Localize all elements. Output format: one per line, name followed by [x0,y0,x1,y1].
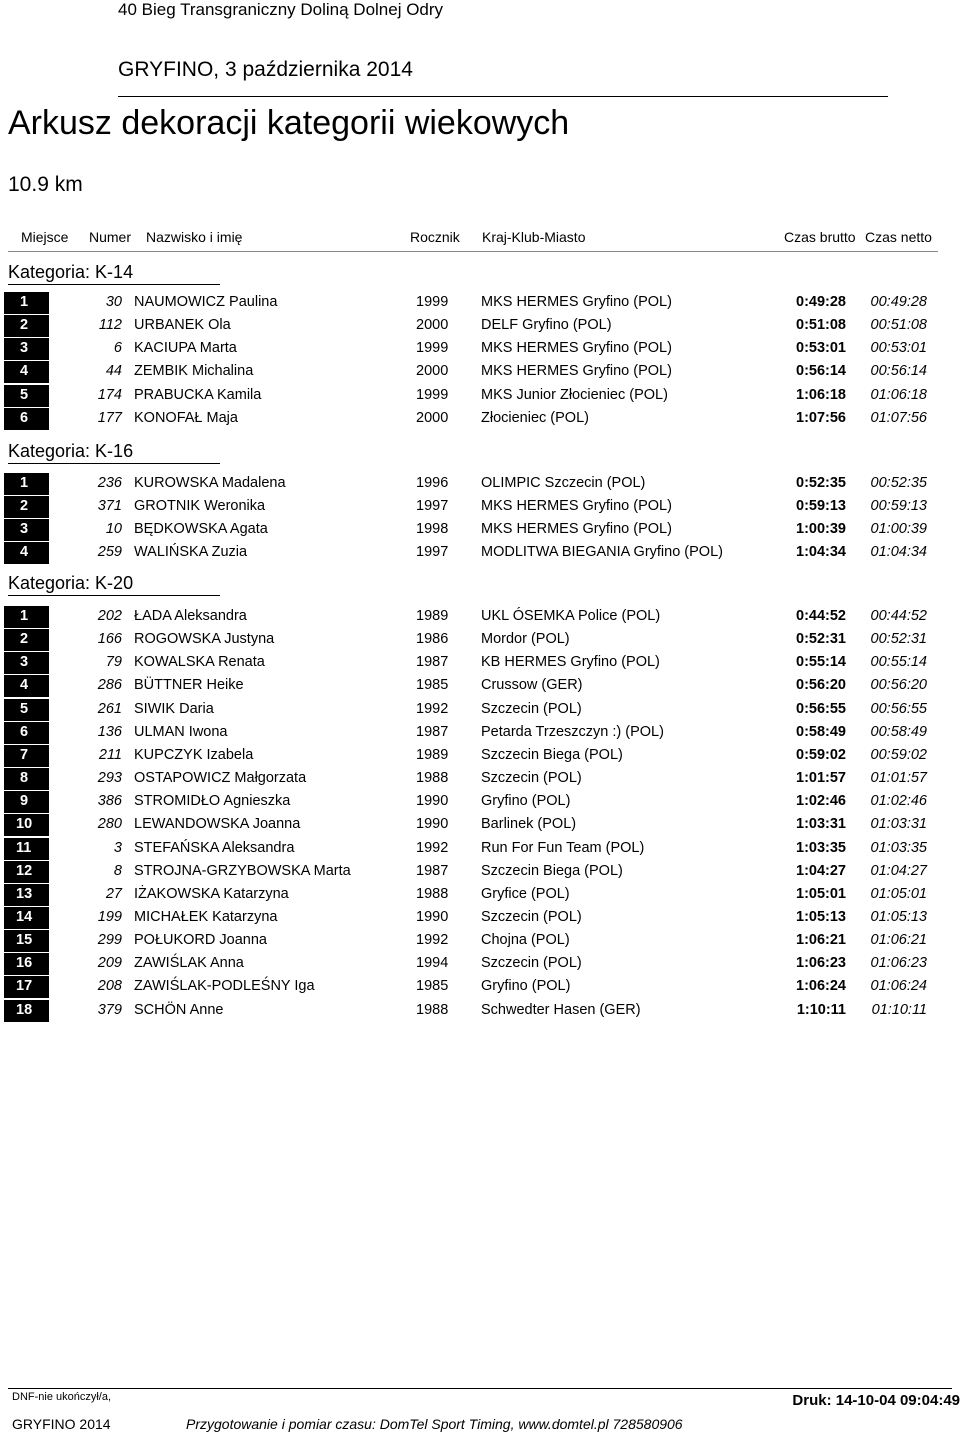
place-value: 7 [20,746,29,763]
bib-number: 136 [97,723,122,740]
net-time: 00:58:49 [870,723,927,740]
place-value: 5 [20,700,29,717]
table-row [0,519,960,542]
place-badge [4,838,49,860]
net-time: 01:07:56 [870,409,927,426]
bib-number: 199 [97,908,122,925]
footer-dnf-note: DNF-nie ukończył/a, [12,1391,112,1403]
place-value: 9 [20,793,29,810]
runner-name: KONOFAŁ Maja [134,409,238,426]
net-time: 00:52:35 [870,475,927,491]
table-row [0,408,960,431]
runner-name: LEWANDOWSKA Joanna [134,816,301,833]
runner-name: KOWALSKA Renata [134,654,265,671]
bib-number: 174 [97,386,122,403]
place-badge [4,699,49,721]
footer-print-time: Druk: 14-10-04 09:04:49 [792,1392,960,1409]
table-row [0,1000,960,1023]
table-row [0,292,960,315]
place-value: 1 [20,294,29,310]
table-row [0,675,960,698]
place-value: 2 [20,317,29,334]
runner-name: WALIŃSKA Zuzia [134,544,248,561]
club-city: Gryfino (POL) [481,978,571,995]
col-net: Czas netto [865,229,932,245]
place-value: 10 [16,816,33,833]
club-city: Szczecin Biega (POL) [481,746,623,763]
gross-time: 0:49:28 [796,294,846,310]
title-rule [118,96,888,97]
place-badge [4,629,49,651]
club-city: MODLITWA BIEGANIA Gryfino (POL) [481,544,723,561]
bib-number: 286 [97,677,122,694]
gross-time: 1:02:46 [796,793,846,810]
runner-name: URBANEK Ola [134,317,231,334]
place-badge [4,519,49,541]
club-city: Szczecin (POL) [481,908,582,925]
birth-year: 1988 [416,1001,449,1018]
net-time: 00:44:52 [870,608,927,624]
footer-place: GRYFINO 2014 [12,1416,111,1432]
place-badge [4,385,49,407]
runner-name: IŻAKOWSKA Katarzyna [134,885,289,902]
club-city: Gryfice (POL) [481,885,570,902]
table-row [0,542,960,565]
club-city: MKS Junior Złocieniec (POL) [481,386,668,403]
table-row [0,473,960,496]
club-city: Gryfino (POL) [481,793,571,810]
gross-time: 1:10:11 [796,1001,846,1018]
birth-year: 1996 [416,475,449,491]
club-city: Schwedter Hasen (GER) [481,1001,641,1018]
net-time: 01:03:35 [870,839,927,856]
club-city: Szczecin (POL) [481,955,582,972]
bib-number: 166 [97,631,122,648]
birth-year: 1999 [416,386,449,403]
place-badge [4,953,49,975]
birth-year: 1989 [416,746,449,763]
col-year: Rocznik [410,229,460,245]
gross-time: 1:00:39 [796,521,846,538]
bib-number: 299 [97,932,122,949]
club-city: Szczecin Biega (POL) [481,862,623,879]
place-value: 6 [20,723,29,740]
col-number: Numer [89,229,132,245]
gross-time: 0:56:20 [796,677,846,694]
table-row [0,791,960,814]
table-row [0,745,960,768]
net-time: 00:59:13 [870,498,927,515]
table-row [0,315,960,338]
bib-number: 3 [113,839,122,856]
bib-number: 8 [113,862,122,879]
place-value: 8 [20,770,29,787]
place-value: 14 [16,908,33,925]
bib-number: 202 [97,608,122,624]
place-badge [4,907,49,929]
gross-time: 0:53:01 [796,340,846,357]
gross-time: 0:56:14 [796,363,846,380]
table-row [0,838,960,861]
table-row [0,722,960,745]
birth-year: 1990 [416,816,449,833]
table-row [0,768,960,791]
net-time: 00:51:08 [870,317,927,334]
place-badge [4,768,49,790]
footer-credit: Przygotowanie i pomiar czasu: DomTel Sport Timing, www.domtel.pl 728580906 [186,1416,683,1432]
bib-number: 10 [105,521,122,538]
runner-name: KUPCZYK Izabela [134,746,254,763]
table-row [0,907,960,930]
club-city: Chojna (POL) [481,932,570,949]
club-city: MKS HERMES Gryfino (POL) [481,294,672,310]
birth-year: 1987 [416,723,449,740]
col-place: Miejsce [21,229,69,245]
net-time: 01:06:23 [870,955,927,972]
distance: 10.9 km [8,173,83,196]
place-value: 16 [16,955,33,972]
place-value: 17 [16,978,33,995]
place-badge [4,361,49,383]
birth-year: 1987 [416,862,449,879]
bib-number: 208 [97,978,122,995]
place-badge [4,745,49,767]
net-time: 01:00:39 [870,521,927,538]
table-row [0,606,960,629]
bib-number: 371 [97,498,122,515]
gross-time: 1:03:35 [796,839,846,856]
runner-name: ZAWIŚLAK Anna [134,955,244,972]
birth-year: 1998 [416,521,449,538]
birth-year: 1994 [416,955,449,972]
birth-year: 1999 [416,340,449,357]
net-time: 00:59:02 [870,746,927,763]
sheet-title: Arkusz dekoracji kategorii wiekowych [8,104,570,142]
club-city: KB HERMES Gryfino (POL) [481,654,660,671]
place-value: 1 [20,608,29,624]
table-row [0,699,960,722]
place-badge [4,1000,49,1022]
runner-name: OSTAPOWICZ Małgorzata [134,770,307,787]
birth-year: 1985 [416,978,449,995]
birth-year: 1988 [416,770,449,787]
category-title: Kategoria: K-20 [8,573,134,593]
table-row [0,496,960,519]
birth-year: 1990 [416,793,449,810]
bib-number: 27 [105,885,122,902]
gross-time: 0:52:31 [796,631,846,648]
place-value: 13 [16,885,33,902]
net-time: 01:06:18 [870,386,927,403]
club-city: MKS HERMES Gryfino (POL) [481,521,672,538]
place-value: 1 [20,475,29,491]
birth-year: 1985 [416,677,449,694]
net-time: 00:56:20 [870,677,927,694]
place-value: 2 [20,631,29,648]
column-header-rule [8,251,938,252]
gross-time: 1:06:18 [796,386,846,403]
club-city: Mordor (POL) [481,631,570,648]
place-badge [4,338,49,360]
place-value: 11 [16,839,32,856]
place-badge [4,542,49,564]
bib-number: 177 [97,409,122,426]
net-time: 01:05:13 [870,908,927,925]
bib-number: 6 [113,340,122,357]
runner-name: ULMAN Iwona [134,723,228,740]
table-row [0,629,960,652]
club-city: MKS HERMES Gryfino (POL) [481,340,672,357]
place-badge [4,606,49,628]
runner-name: STROMIDŁO Agnieszka [134,793,291,810]
runner-name: STROJNA-GRZYBOWSKA Marta [134,862,351,879]
birth-year: 1986 [416,631,449,648]
gross-time: 1:06:23 [796,955,846,972]
gross-time: 0:52:35 [796,475,846,491]
place-value: 4 [20,363,29,380]
net-time: 01:04:27 [870,862,927,879]
gross-time: 0:44:52 [796,608,846,624]
club-city: OLIMPIC Szczecin (POL) [481,475,646,491]
place-badge [4,814,49,836]
club-city: Szczecin (POL) [481,770,582,787]
runner-name: MICHAŁEK Katarzyna [134,908,278,925]
gross-time: 0:56:55 [796,700,846,717]
net-time: 01:04:34 [870,544,927,561]
col-club: Kraj-Klub-Miasto [482,229,586,245]
event-place-date: GRYFINO, 3 października 2014 [118,58,413,81]
net-time: 01:01:57 [870,770,927,787]
category-title: Kategoria: K-16 [8,441,134,461]
gross-time: 1:03:31 [796,816,846,833]
table-row [0,884,960,907]
gross-time: 1:07:56 [796,409,846,426]
net-time: 00:53:01 [870,340,927,357]
net-time: 01:06:24 [870,978,927,995]
place-badge [4,930,49,952]
gross-time: 0:59:13 [796,498,846,515]
net-time: 00:56:14 [870,363,927,380]
runner-name: ZAWIŚLAK-PODLEŚNY Iga [134,978,315,995]
category-title: Kategoria: K-14 [8,262,134,282]
club-city: Szczecin (POL) [481,700,582,717]
runner-name: ŁADA Aleksandra [134,608,247,624]
runner-name: SCHÖN Anne [134,1001,224,1018]
club-city: MKS HERMES Gryfino (POL) [481,363,672,380]
gross-time: 0:51:08 [796,317,846,334]
birth-year: 2000 [416,409,449,426]
place-value: 3 [20,521,29,538]
place-value: 2 [20,498,29,515]
birth-year: 2000 [416,363,449,380]
net-time: 00:56:55 [870,700,927,717]
gross-time: 0:59:02 [796,746,846,763]
bib-number: 379 [97,1001,122,1018]
birth-year: 1989 [416,608,449,624]
net-time: 01:02:46 [870,793,927,810]
birth-year: 1999 [416,294,449,310]
table-row [0,361,960,384]
runner-name: BÜTTNER Heike [134,677,244,694]
club-city: Petarda Trzeszczyn :) (POL) [481,723,664,740]
place-value: 3 [20,340,29,357]
gross-time: 1:05:13 [796,908,846,925]
footer-rule [8,1388,952,1389]
net-time: 01:03:31 [870,816,927,833]
club-city: Run For Fun Team (POL) [481,839,645,856]
place-value: 12 [16,862,33,879]
club-city: Barlinek (POL) [481,816,577,833]
bib-number: 30 [105,294,122,310]
bib-number: 209 [97,955,122,972]
table-row [0,861,960,884]
place-value: 15 [16,932,33,949]
gross-time: 1:04:34 [796,544,846,561]
place-value: 5 [20,386,29,403]
net-time: 01:05:01 [870,885,927,902]
birth-year: 1987 [416,654,449,671]
place-badge [4,292,49,314]
place-value: 6 [20,409,29,426]
bib-number: 236 [97,475,122,491]
category-title-underline [8,595,220,596]
table-row [0,930,960,953]
bib-number: 259 [97,544,122,561]
club-city: Crussow (GER) [481,677,583,694]
runner-name: NAUMOWICZ Paulina [134,294,278,310]
place-value: 3 [20,654,29,671]
birth-year: 2000 [416,317,449,334]
place-badge [4,652,49,674]
bib-number: 293 [97,770,122,787]
place-value: 4 [20,544,29,561]
gross-time: 1:06:24 [796,978,846,995]
category-title-underline [8,463,220,464]
birth-year: 1990 [416,908,449,925]
runner-name: POŁUKORD Joanna [134,932,267,949]
place-badge [4,675,49,697]
table-row [0,953,960,976]
place-badge [4,496,49,518]
gross-time: 1:04:27 [796,862,846,879]
table-row [0,338,960,361]
col-gross: Czas brutto [784,229,856,245]
place-badge [4,884,49,906]
net-time: 01:06:21 [870,932,927,949]
place-badge [4,408,49,430]
bib-number: 112 [98,317,122,334]
club-city: MKS HERMES Gryfino (POL) [481,498,672,515]
table-row [0,385,960,408]
bib-number: 211 [98,746,122,763]
bib-number: 386 [97,793,122,810]
place-badge [4,976,49,998]
table-row [0,652,960,675]
place-value: 4 [20,677,29,694]
bib-number: 280 [97,816,122,833]
gross-time: 0:58:49 [796,723,846,740]
net-time: 01:10:11 [871,1001,927,1018]
runner-name: BĘDKOWSKA Agata [134,521,268,538]
place-badge [4,722,49,744]
runner-name: PRABUCKA Kamila [134,386,262,403]
event-name: 40 Bieg Transgraniczny Doliną Dolnej Odry [118,0,444,19]
club-city: Złocieniec (POL) [481,409,589,426]
place-value: 18 [16,1001,33,1018]
table-row [0,814,960,837]
net-time: 00:52:31 [870,631,927,648]
place-badge [4,791,49,813]
runner-name: STEFAŃSKA Aleksandra [134,839,295,856]
bib-number: 261 [97,700,122,717]
net-time: 00:49:28 [870,294,927,310]
net-time: 00:55:14 [870,654,927,671]
birth-year: 1997 [416,498,449,515]
gross-time: 0:55:14 [796,654,846,671]
place-badge [4,473,49,495]
bib-number: 79 [105,654,122,671]
table-row [0,976,960,999]
runner-name: GROTNIK Weronika [134,498,266,515]
birth-year: 1997 [416,544,449,561]
gross-time: 1:06:21 [796,932,846,949]
club-city: UKL ÓSEMKA Police (POL) [481,608,661,624]
gross-time: 1:01:57 [796,770,846,787]
birth-year: 1992 [416,839,449,856]
place-badge [4,861,49,883]
place-badge [4,315,49,337]
runner-name: KACIUPA Marta [134,340,237,357]
runner-name: ZEMBIK Michalina [134,363,254,380]
gross-time: 1:05:01 [796,885,846,902]
birth-year: 1988 [416,885,449,902]
runner-name: KUROWSKA Madalena [134,475,286,491]
col-name: Nazwisko i imię [146,229,243,245]
runner-name: ROGOWSKA Justyna [134,631,275,648]
runner-name: SIWIK Daria [134,700,214,717]
birth-year: 1992 [416,932,449,949]
bib-number: 44 [105,363,122,380]
club-city: DELF Gryfino (POL) [481,317,612,334]
category-title-underline [8,284,220,285]
birth-year: 1992 [416,700,449,717]
